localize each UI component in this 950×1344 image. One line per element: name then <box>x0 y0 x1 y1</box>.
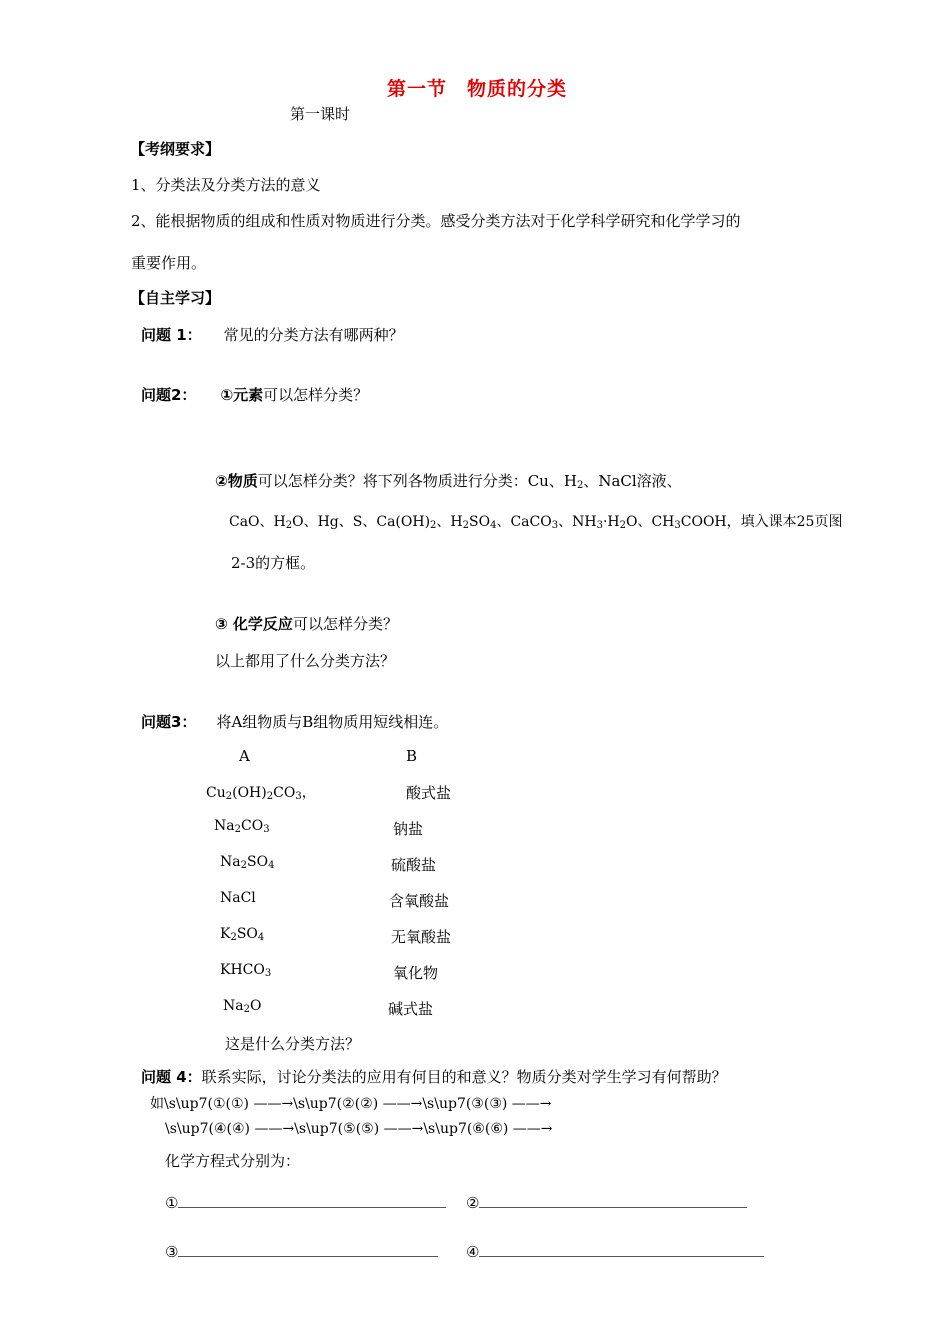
subscript: 2 <box>285 520 293 531</box>
formula-text: 、H <box>436 514 463 530</box>
answer-blank-1[interactable] <box>165 1193 446 1212</box>
blank-marker: ④ <box>466 1243 480 1261</box>
column-a-item <box>220 854 274 871</box>
reaction-chain-line-1: 如\s\up7(①(①) ——→\s\up7(②(②) ——→\s\up7(③(③) ——→ <box>150 1096 552 1112</box>
blank-line <box>178 1242 438 1257</box>
column-a-item <box>220 962 271 979</box>
question-1-text: 常见的分类方法有哪两种？ <box>223 326 404 344</box>
question-2c-text: 可以怎样分类？ <box>292 615 398 633</box>
column-b-header: B <box>406 747 418 765</box>
subscript: 3 <box>263 824 270 835</box>
column-b-item: 无氧酸盐 <box>391 928 452 946</box>
equations-heading: 化学方程式分别为： <box>165 1152 301 1170</box>
question-3-text: 将A组物质与B组物质用短线相连。 <box>216 713 449 731</box>
formula-text: ·H <box>602 514 620 530</box>
subscript: 4 <box>490 520 497 531</box>
requirement-item-2-line-1: 2、能根据物质的组成和性质对物质进行分类。感受分类方法对于化学科学研究和化学学习的 <box>131 212 741 230</box>
question-2d: 以上都用了什么分类方法？ <box>215 652 396 670</box>
subscript: 2 <box>266 791 274 802</box>
subscript: 2 <box>462 520 470 531</box>
formula-text: (OH) <box>232 785 267 801</box>
answer-blank-4[interactable] <box>466 1242 764 1261</box>
formula-text: 、NH <box>558 514 597 530</box>
page-title: 第一节 物质的分类 <box>387 78 568 100</box>
answer-blank-2[interactable] <box>466 1193 747 1212</box>
formula-text: SO <box>246 854 269 870</box>
column-a-header: A <box>239 747 250 765</box>
answer-blank-3[interactable] <box>165 1242 438 1261</box>
subscript: 3 <box>264 968 272 979</box>
question-2-label: 问题2： <box>141 386 197 404</box>
formula-text: K <box>220 926 231 942</box>
formula-text: SO <box>236 926 258 942</box>
study-heading: 【自主学习】 <box>130 289 221 307</box>
formula-text: COOH，填入课本25页图 <box>680 514 843 530</box>
question-3-followup: 这是什么分类方法？ <box>225 1035 361 1053</box>
blank-marker: ③ <box>165 1243 179 1261</box>
question-2b-keyword: ②物质 <box>215 472 258 490</box>
question-3 <box>141 711 448 732</box>
column-a-item <box>214 818 270 835</box>
column-b-item: 碱式盐 <box>388 1000 434 1018</box>
formula-text: O <box>249 998 262 1014</box>
blank-line <box>178 1193 446 1208</box>
question-2 <box>141 384 368 405</box>
formula-text: ， <box>301 785 316 801</box>
requirement-item-1: 1、分类法及分类方法的意义 <box>131 176 321 194</box>
column-a-item <box>220 926 264 943</box>
reaction-chain-line-2: \s\up7(④(④) ——→\s\up7(⑤(⑤) ——→\s\up7(⑥(⑥) ——→ <box>165 1121 553 1137</box>
question-2b-text-end: 、NaCl溶液、 <box>583 472 682 490</box>
question-2c <box>215 613 398 634</box>
blank-line <box>479 1193 747 1208</box>
subscript: 2 <box>576 480 584 491</box>
blank-marker: ② <box>466 1194 480 1212</box>
column-b-item: 氧化物 <box>393 964 439 982</box>
subscript: 2 <box>230 932 237 943</box>
question-1 <box>141 324 404 345</box>
formula-text: CO <box>273 785 296 801</box>
formula-text: CaO、H <box>229 514 286 530</box>
question-4-label: 问题 4： <box>141 1068 202 1086</box>
formula-text: Na <box>223 998 244 1014</box>
formula-text: O、Hg、S、Ca(OH) <box>292 514 431 530</box>
subscript: 2 <box>430 520 437 531</box>
formula-text: Na <box>220 854 241 870</box>
subscript: 4 <box>257 932 265 943</box>
subscript: 3 <box>596 520 603 531</box>
formula-text: SO <box>469 514 491 530</box>
formula-text: O、CH <box>625 514 675 530</box>
blank-line <box>479 1242 764 1257</box>
subscript: 2 <box>243 1004 250 1015</box>
page-subtitle: 第一课时 <box>290 105 351 123</box>
question-4-text: 联系实际，讨论分类法的应用有何目的和意义？物质分类对学生学习有何帮助？ <box>201 1068 727 1086</box>
question-4 <box>141 1066 727 1087</box>
blank-marker: ① <box>165 1194 179 1212</box>
subscript: 2 <box>619 520 626 531</box>
column-b-item: 硫酸盐 <box>391 856 437 874</box>
column-a-item: NaCl <box>220 890 256 906</box>
question-1-label: 问题 1： <box>141 326 202 344</box>
formula-text: CO <box>240 818 264 834</box>
requirements-heading: 【考纲要求】 <box>130 140 221 158</box>
column-b-item: 酸式盐 <box>406 784 452 802</box>
question-2b-line-1 <box>215 470 682 491</box>
question-2c-keyword: ③ 化学反应 <box>215 615 293 633</box>
question-2b-line-3: 2-3的方框。 <box>231 554 316 572</box>
subscript: 3 <box>674 520 681 531</box>
formula-text: Na <box>214 818 235 834</box>
column-b-item: 含氧酸盐 <box>389 892 450 910</box>
question-3-label: 问题3： <box>141 713 197 731</box>
formula-text: KHCO <box>220 962 265 978</box>
column-a-item <box>223 998 261 1015</box>
subscript: 3 <box>551 520 559 531</box>
question-2a-keyword: ①元素 <box>220 386 264 404</box>
subscript: 2 <box>225 791 233 802</box>
formula-text: Cu <box>206 785 226 801</box>
requirement-item-2-line-2: 重要作用。 <box>131 254 207 272</box>
question-2b-text: 可以怎样分类？将下列各物质进行分类：Cu、H <box>257 472 577 490</box>
column-a-item <box>206 782 316 802</box>
subscript: 3 <box>295 791 302 802</box>
subscript: 2 <box>234 824 241 835</box>
question-2a-text: 可以怎样分类？ <box>263 386 369 404</box>
column-b-item: 钠盐 <box>393 820 424 838</box>
subscript: 2 <box>240 860 247 871</box>
question-2b-line-2 <box>229 511 842 531</box>
formula-text: 、CaCO <box>496 514 552 530</box>
subscript: 4 <box>268 860 275 871</box>
